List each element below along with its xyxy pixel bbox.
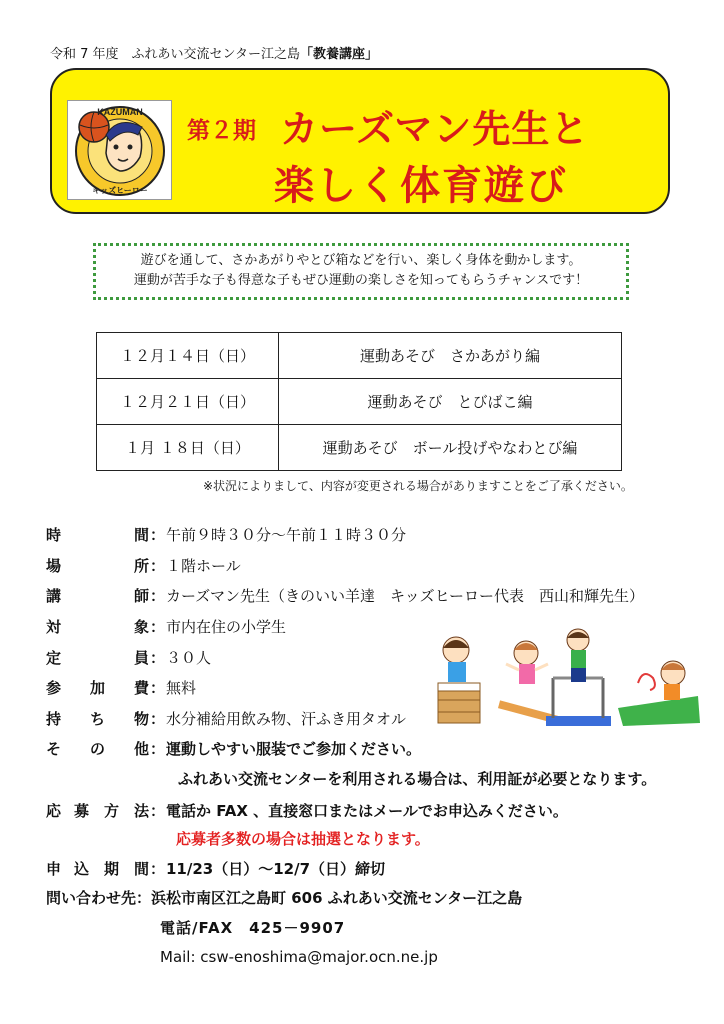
label-char: 法 bbox=[134, 802, 150, 820]
schedule-date: １２月１４日（日） bbox=[97, 333, 279, 379]
lottery-note: 応募者多数の場合は抽選となります。 bbox=[176, 830, 430, 848]
detail-value: 電話か FAX 、直接窓口またはメールでお申込みください。 bbox=[166, 802, 568, 820]
label-char: 費 bbox=[134, 679, 150, 697]
label-char: 場 bbox=[46, 557, 62, 575]
intro-line1: 遊びを通して、さかあがりやとび箱などを行い、楽しく身体を動かします。 bbox=[140, 253, 582, 268]
detail-value: 午前９時３０分～午前１１時３０分 bbox=[166, 526, 407, 544]
label-char: 他 bbox=[134, 740, 150, 758]
label-char: 象 bbox=[134, 618, 150, 636]
label-char: 間 bbox=[134, 526, 150, 544]
label-char: の bbox=[90, 740, 106, 758]
label-char: 持 bbox=[46, 710, 62, 728]
detail-value: 浜松市南区江之島町 606 ふれあい交流センター江之島 bbox=[151, 889, 523, 907]
logo-text-bottom: キッズヒーロー bbox=[92, 186, 148, 195]
title-line1: カーズマン先生と bbox=[280, 107, 590, 151]
header-series: 「教養講座」 bbox=[300, 47, 379, 62]
label-char: 師 bbox=[134, 587, 150, 605]
detail-value: 水分補給用飲み物、汗ふき用タオル bbox=[166, 710, 407, 728]
contact-label: 問い合わせ先： bbox=[46, 889, 152, 907]
label-char: 応 bbox=[46, 802, 62, 820]
intro-box bbox=[93, 243, 629, 300]
label-char: 対 bbox=[46, 618, 62, 636]
label-char: 員 bbox=[134, 649, 150, 667]
label-char: そ bbox=[46, 740, 62, 758]
schedule-date: １月 １８日（日） bbox=[97, 425, 279, 471]
detail-value: 運動しやすい服装でご参加ください。 bbox=[166, 740, 422, 758]
label-char: 時 bbox=[46, 526, 62, 544]
label-char: 込 bbox=[74, 860, 90, 878]
title-prefix: 第２期 bbox=[187, 118, 256, 144]
schedule-date: １２月２１日（日） bbox=[97, 379, 279, 425]
logo-text-top: KAZUMAN bbox=[97, 107, 143, 117]
children-exercise-illustration bbox=[428, 628, 703, 728]
detail-value: １階ホール bbox=[166, 557, 241, 575]
schedule-note: ※状況によりまして、内容が変更される場合がありますことをご了承ください。 bbox=[203, 479, 633, 493]
label-char: 物 bbox=[134, 710, 150, 728]
schedule-table bbox=[96, 332, 622, 471]
label-char: 間 bbox=[134, 860, 150, 878]
detail-value: 11/23（日）～12/7（日）締切 bbox=[166, 860, 386, 878]
label-char: 参 bbox=[46, 679, 62, 697]
schedule-activity: 運動あそび とびばこ編 bbox=[279, 379, 622, 425]
label-char: 講 bbox=[46, 587, 62, 605]
label-char: 募 bbox=[74, 802, 90, 820]
label-char: 加 bbox=[90, 679, 106, 697]
email-address: Mail: csw-enoshima@major.ocn.ne.jp bbox=[160, 948, 438, 966]
detail-value: カーズマン先生（きのいい羊達 キッズヒーロー代表 西山和輝先生） bbox=[166, 587, 645, 605]
detail-contact bbox=[46, 887, 522, 908]
detail-value: 無料 bbox=[166, 679, 197, 697]
label-char: 定 bbox=[46, 649, 62, 667]
intro-line2: 運動が苦手な子も得意な子もぜひ運動の楽しさを知ってもらうチャンスです！ bbox=[133, 273, 589, 288]
kazuman-logo bbox=[67, 100, 172, 200]
detail-value: 市内在住の小学生 bbox=[166, 618, 287, 636]
label-char: 所 bbox=[134, 557, 150, 575]
label-char: 方 bbox=[104, 802, 120, 820]
label-char: 期 bbox=[104, 860, 120, 878]
usage-note: ふれあい交流センターを利用される場合は、利用証が必要となります。 bbox=[178, 770, 657, 788]
table-row bbox=[97, 425, 622, 471]
header-line bbox=[50, 43, 378, 62]
table-row bbox=[97, 333, 622, 379]
title-line2: 楽しく体育遊び bbox=[274, 163, 568, 209]
schedule-activity: 運動あそび さかあがり編 bbox=[279, 333, 622, 379]
table-row bbox=[97, 379, 622, 425]
phone-fax: 電話/FAX 425－9907 bbox=[160, 919, 346, 937]
schedule-activity: 運動あそび ボール投げやなわとび編 bbox=[279, 425, 622, 471]
label-char: 申 bbox=[46, 860, 62, 878]
title-box bbox=[50, 68, 670, 214]
label-char: ち bbox=[90, 710, 106, 728]
detail-value: ３０人 bbox=[166, 649, 212, 667]
header-prefix: 令和 7 年度 ふれあい交流センター江之島 bbox=[50, 47, 301, 62]
